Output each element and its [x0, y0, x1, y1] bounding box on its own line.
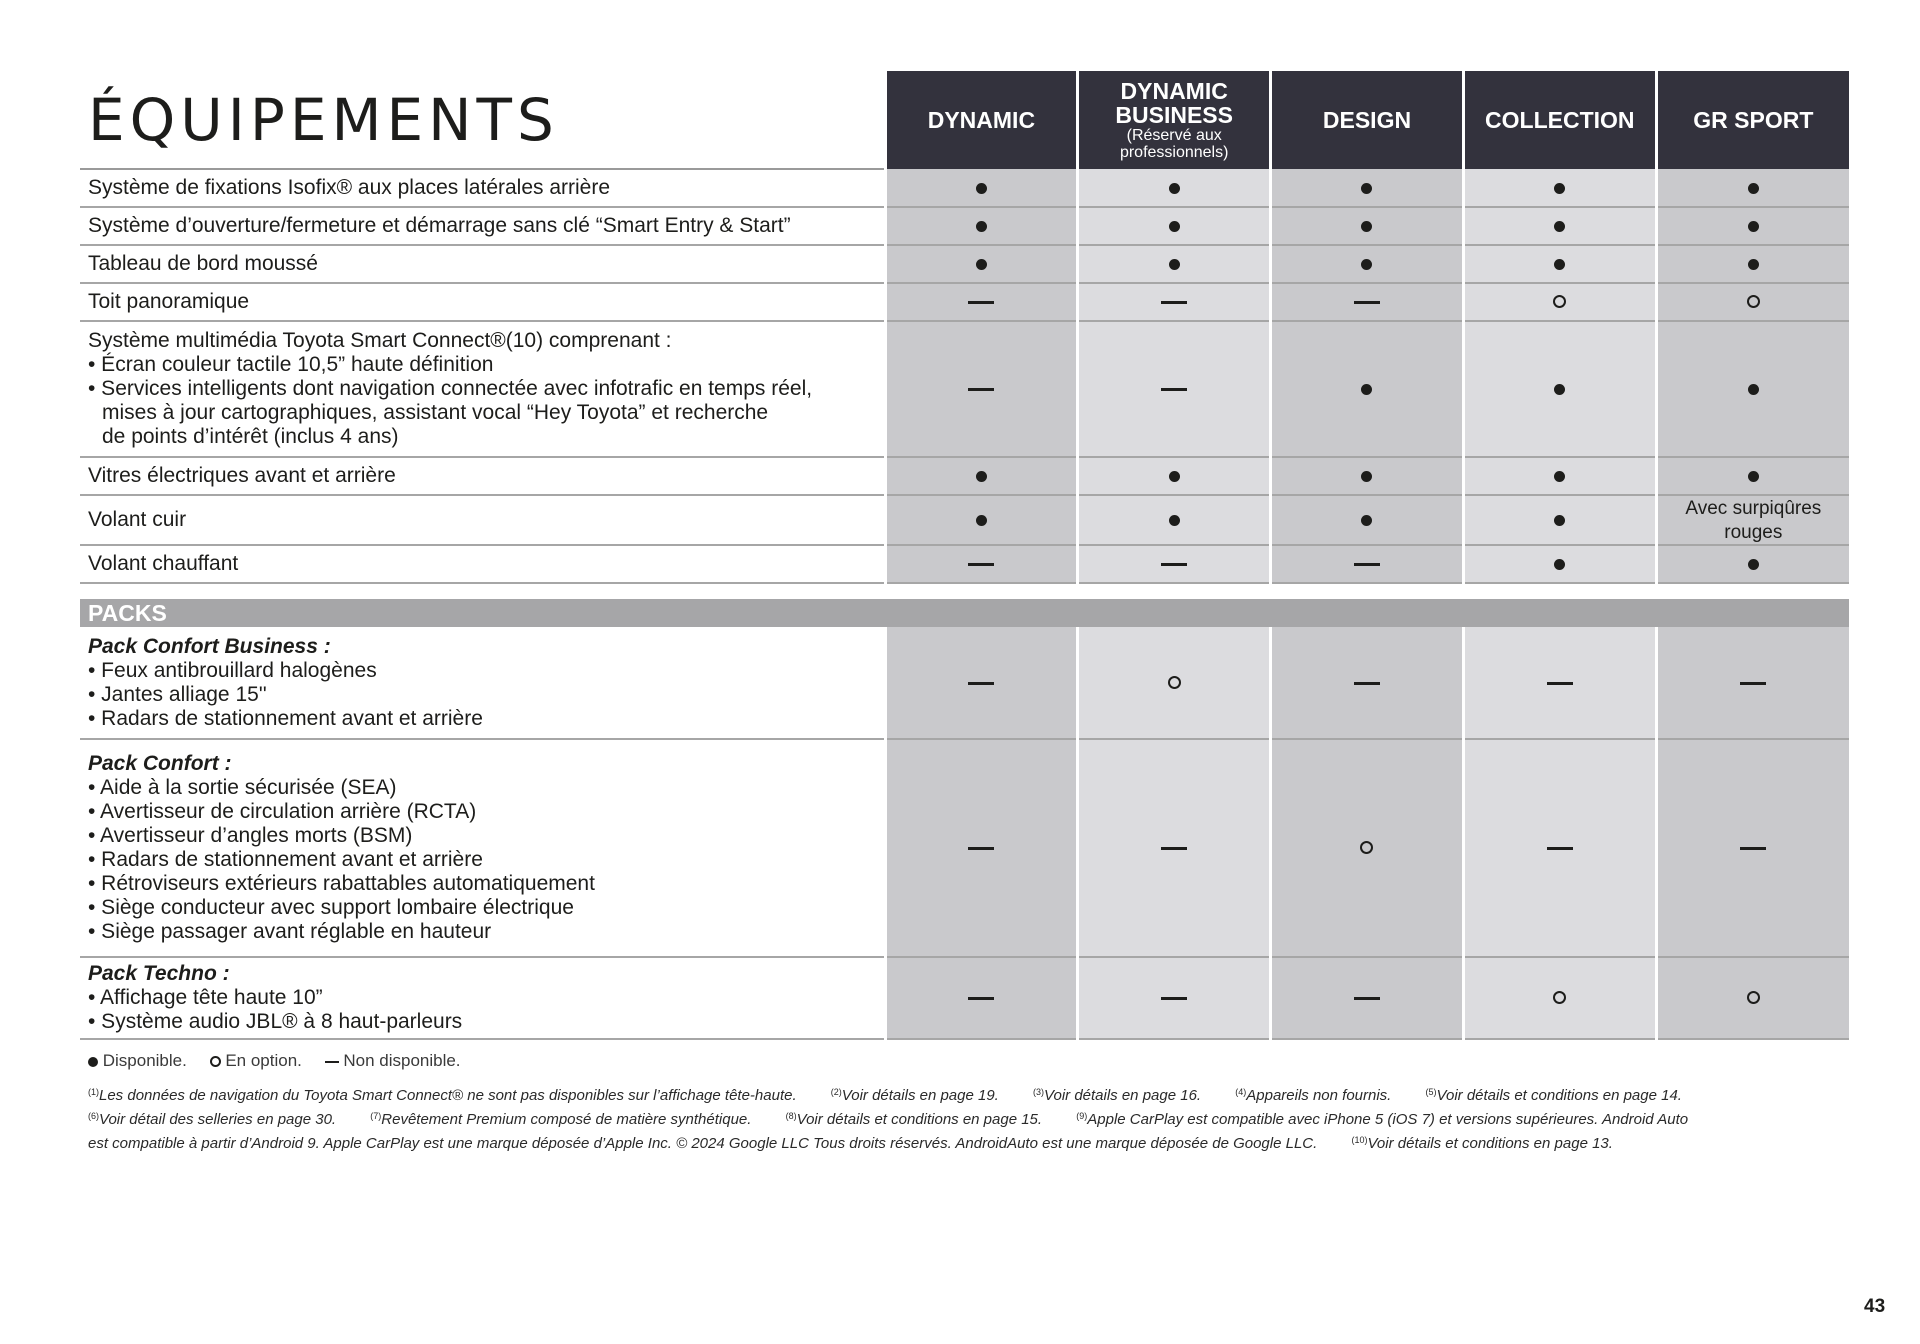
pack-item: • Siège passager avant réglable en hauteur: [88, 920, 492, 943]
unavailable-dash-icon: [1354, 682, 1380, 685]
trim-value-cell: [1271, 957, 1464, 1039]
available-dot-icon: [1169, 515, 1180, 526]
available-dot-icon: [1554, 221, 1565, 232]
trim-value-cell: [1463, 207, 1656, 245]
table-row: [80, 245, 1849, 283]
trim-value-cell: [1078, 495, 1271, 545]
unavailable-dash-icon: [968, 388, 994, 391]
pack-item: • Feux antibrouillard halogènes: [88, 658, 377, 682]
available-dot-icon: [1748, 183, 1759, 194]
trim-value-cell: [885, 321, 1078, 457]
option-ring-icon: [1747, 991, 1760, 1004]
spacer-cell: [80, 583, 1849, 599]
available-dot-icon: [1169, 259, 1180, 270]
page-title: ÉQUIPEMENTS: [88, 86, 559, 154]
feature-label: Tableau de bord moussé: [80, 245, 885, 283]
unavailable-dash-icon: [968, 847, 994, 850]
option-ring-icon: [1168, 676, 1181, 689]
pack-title: Pack Confort Business :: [88, 634, 331, 658]
available-dot-icon: [1361, 515, 1372, 526]
table-row: [80, 169, 1849, 207]
feature-label-line: Système multimédia Toyota Smart Connect®(10) comprenant :: [88, 329, 672, 352]
trim-value-cell: [885, 169, 1078, 207]
trim-header-collection: COLLECTION: [1463, 71, 1656, 169]
trim-value-cell: [1078, 457, 1271, 495]
available-dot-icon: [1361, 259, 1372, 270]
trim-value-cell: [885, 283, 1078, 321]
trim-value-cell: [885, 245, 1078, 283]
legend-available: Disponible.: [88, 1051, 187, 1070]
trim-value-cell: [1078, 321, 1271, 457]
feature-label: Volant chauffant: [80, 545, 885, 583]
unavailable-dash-icon: [1161, 847, 1187, 850]
trim-value-cell: [885, 495, 1078, 545]
pack-item: • Radars de stationnement avant et arrière: [88, 706, 483, 730]
unavailable-dash-icon: [1161, 388, 1187, 391]
available-dot-icon: [1554, 384, 1565, 395]
pack-item: • Jantes alliage 15'': [88, 682, 267, 706]
trim-value-cell: [1463, 957, 1656, 1039]
unavailable-dash-icon: [968, 563, 994, 566]
unavailable-dash-icon: [1740, 847, 1766, 850]
trim-value-cell: [885, 627, 1078, 739]
pack-item: • Aide à la sortie sécurisée (SEA): [88, 776, 397, 799]
trim-value-cell: [1078, 169, 1271, 207]
pack-item: • Siège conducteur avec support lombaire électrique: [88, 896, 574, 919]
trim-value-cell: [1271, 739, 1464, 957]
trim-value-cell: [1271, 283, 1464, 321]
available-dot-icon: [1169, 471, 1180, 482]
legend-unavailable: Non disponible.: [325, 1051, 461, 1070]
pack-title: Pack Techno :: [88, 962, 230, 985]
available-dot-icon: [976, 183, 987, 194]
available-dot-icon: [1361, 384, 1372, 395]
trim-value-cell: [885, 545, 1078, 583]
packs-header-row: [80, 599, 1849, 627]
trim-value-cell: [1271, 457, 1464, 495]
pack-row: [80, 627, 1849, 739]
feature-label-line: de points d’intérêt (inclus 4 ans): [102, 425, 399, 448]
trim-value-cell: [1463, 627, 1656, 739]
available-dot-icon: [1554, 559, 1565, 570]
feature-label: Système de fixations Isofix® aux places latérales arrière: [80, 169, 885, 207]
pack-label: [80, 627, 885, 739]
unavailable-dash-icon: [325, 1061, 339, 1063]
legend-option: En option.: [210, 1051, 302, 1070]
packs-section-title: PACKS: [80, 599, 1849, 627]
trim-value-cell: [1078, 245, 1271, 283]
available-dot-icon: [976, 471, 987, 482]
trim-value-cell: [1463, 321, 1656, 457]
unavailable-dash-icon: [1547, 847, 1573, 850]
trim-value-cell: [1078, 207, 1271, 245]
trim-value-cell: [1656, 207, 1849, 245]
unavailable-dash-icon: [968, 682, 994, 685]
footnote-line-2: $^{(6)}$Voir détail des selleries en page 30. $^{(7)}$Revêtement Premium composé de matière synthétique. $^{(8)}$Voir détails et conditions en page 15. $^{(9)}$Apple CarPlay est compatible avec iPhone 5 (iOS 7) et versions supérieures. Android Auto: [88, 1111, 1689, 1128]
feature-label: Volant cuir: [80, 495, 885, 545]
trim-value-cell: [1463, 495, 1656, 545]
feature-label: Toit panoramique: [80, 283, 885, 321]
available-dot-icon: [976, 221, 987, 232]
feature-label-line: • Services intelligents dont navigation connectée avec infotrafic en temps réel,: [88, 377, 813, 400]
trim-value-cell: [885, 957, 1078, 1039]
trim-value-cell: [1656, 457, 1849, 495]
trim-value-cell: [1656, 169, 1849, 207]
option-ring-icon: [1553, 295, 1566, 308]
pack-title: Pack Confort :: [88, 752, 232, 775]
trim-value-cell: [1656, 321, 1849, 457]
unavailable-dash-icon: [968, 997, 994, 1000]
trim-value-cell: [1656, 739, 1849, 957]
unavailable-dash-icon: [1161, 997, 1187, 1000]
available-dot-icon: [1748, 384, 1759, 395]
option-ring-icon: [1553, 991, 1566, 1004]
trim-value-cell: [1078, 957, 1271, 1039]
table-row: [80, 321, 1849, 457]
option-ring-icon: [1747, 295, 1760, 308]
pack-item: • Avertisseur d’angles morts (BSM): [88, 824, 413, 847]
trim-value-cell: [885, 739, 1078, 957]
pack-item: • Rétroviseurs extérieurs rabattables automatiquement: [88, 872, 595, 895]
footnote-line-1: $^{(1)}$Les données de navigation du Toyota Smart Connect® ne sont pas disponibles sur l’affichage tête-haute. $^{(2)}$Voir détails en page 19. $^{(3)}$Voir détails en page 16. $^{(4)}$Appareils non fournis. $^{(5)}$Voir détails et conditions en page 14.: [88, 1087, 1682, 1104]
equipment-table: [80, 71, 1849, 1040]
available-dot-icon: [976, 259, 987, 270]
trim-value-cell: [1078, 545, 1271, 583]
unavailable-dash-icon: [1161, 563, 1187, 566]
trim-value-cell: [1078, 739, 1271, 957]
table-row: [80, 283, 1849, 321]
available-dot-icon: [1361, 471, 1372, 482]
unavailable-dash-icon: [1740, 682, 1766, 685]
table-row: [80, 457, 1849, 495]
available-dot-icon: [1554, 183, 1565, 194]
trim-value-cell: [1271, 245, 1464, 283]
section-spacer: [80, 583, 1849, 599]
value-note: Avec surpiqûres rouges: [1685, 498, 1822, 543]
feature-label: Vitres électriques avant et arrière: [80, 457, 885, 495]
trim-value-cell: [1078, 627, 1271, 739]
trim-value-cell: [1463, 245, 1656, 283]
unavailable-dash-icon: [1354, 997, 1380, 1000]
trim-value-cell: [1078, 283, 1271, 321]
trim-value-cell: [1271, 169, 1464, 207]
feature-label: [80, 321, 885, 457]
feature-label: Système d’ouverture/fermeture et démarrage sans clé “Smart Entry & Start”: [80, 207, 885, 245]
trim-value-cell: [1656, 957, 1849, 1039]
trim-value-cell: [1271, 627, 1464, 739]
option-ring-icon: [210, 1056, 221, 1067]
trim-header-design: DESIGN: [1271, 71, 1464, 169]
pack-item: • Affichage tête haute 10”: [88, 986, 323, 1009]
trim-value-cell: [1463, 283, 1656, 321]
trim-value-cell: [1656, 495, 1849, 545]
trim-value-cell: [1656, 545, 1849, 583]
pack-item: • Avertisseur de circulation arrière (RCTA): [88, 800, 477, 823]
unavailable-dash-icon: [1161, 301, 1187, 304]
available-dot-icon: [976, 515, 987, 526]
trim-value-cell: [1463, 169, 1656, 207]
available-dot-icon: [1554, 259, 1565, 270]
available-dot-icon: [1554, 515, 1565, 526]
available-dot-icon: [1169, 183, 1180, 194]
trim-value-cell: [1271, 207, 1464, 245]
trim-value-cell: [1463, 545, 1656, 583]
feature-label-line: • Écran couleur tactile 10,5” haute définition: [88, 353, 494, 376]
trim-value-cell: [1271, 321, 1464, 457]
unavailable-dash-icon: [1354, 563, 1380, 566]
trim-value-cell: [1463, 739, 1656, 957]
available-dot-icon: [1361, 183, 1372, 194]
feature-label-line: mises à jour cartographiques, assistant vocal “Hey Toyota” et recherche: [102, 401, 769, 424]
available-dot-icon: [1361, 221, 1372, 232]
pack-row: [80, 739, 1849, 957]
trim-value-cell: [1656, 245, 1849, 283]
table-row: [80, 207, 1849, 245]
available-dot-icon: [1169, 221, 1180, 232]
option-ring-icon: [1360, 841, 1373, 854]
pack-label: [80, 739, 885, 957]
trim-header-dynamic-business: DYNAMIC BUSINESS (Réservé aux professionnels): [1078, 71, 1271, 169]
pack-row: [80, 957, 1849, 1039]
pack-label: [80, 957, 885, 1039]
unavailable-dash-icon: [1547, 682, 1573, 685]
unavailable-dash-icon: [968, 301, 994, 304]
trim-value-cell: [1463, 457, 1656, 495]
available-dot-icon: [1554, 471, 1565, 482]
footnote-line-3: est compatible à partir d’Android 9. Apple CarPlay est une marque déposée d’Apple Inc. © 2024 Google LLC Tous droits réservés. AndroidAuto est une marque déposée de Google LLC. $^{(10)}$Voir détails et conditions en page 13.: [88, 1135, 1613, 1152]
table-row: [80, 495, 1849, 545]
trim-value-cell: [1271, 545, 1464, 583]
available-dot-icon: [1748, 221, 1759, 232]
trim-header-dynamic: DYNAMIC: [885, 71, 1078, 169]
available-dot-icon: [1748, 559, 1759, 570]
available-dot-icon: [1748, 259, 1759, 270]
pack-item: • Radars de stationnement avant et arrière: [88, 848, 483, 871]
trim-value-cell: [1656, 627, 1849, 739]
page-number: 43: [1864, 1296, 1886, 1317]
trim-header-gr-sport: GR SPORT: [1656, 71, 1849, 169]
pack-item: • Système audio JBL® à 8 haut-parleurs: [88, 1010, 463, 1033]
legend: [88, 1051, 479, 1071]
trim-value-cell: [885, 457, 1078, 495]
available-dot-icon: [88, 1057, 98, 1067]
unavailable-dash-icon: [1354, 301, 1380, 304]
trim-value-cell: [1271, 495, 1464, 545]
table-row: [80, 545, 1849, 583]
trim-value-cell: [885, 207, 1078, 245]
trim-value-cell: [1656, 283, 1849, 321]
available-dot-icon: [1748, 471, 1759, 482]
footnotes: [88, 1082, 1853, 1154]
